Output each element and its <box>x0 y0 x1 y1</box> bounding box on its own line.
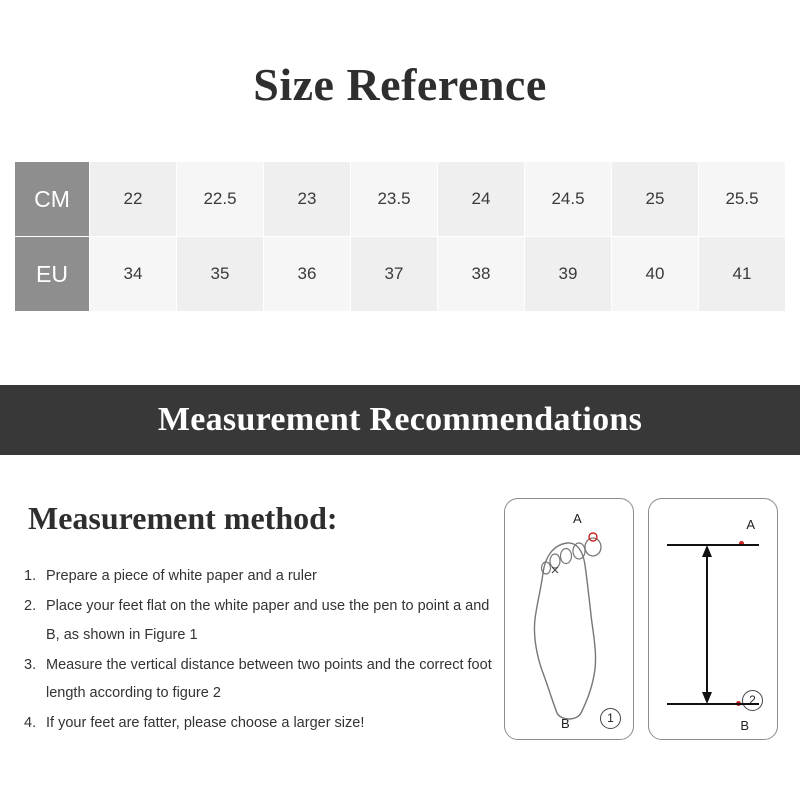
cm-cell: 24 <box>438 162 525 237</box>
eu-cell: 37 <box>351 237 438 312</box>
step-number: 1. <box>24 568 37 584</box>
cm-cell: 22.5 <box>177 162 264 237</box>
eu-cell: 41 <box>699 237 786 312</box>
step-number: 4. <box>24 715 37 732</box>
list-item <box>24 709 494 737</box>
row-header-cm: CM <box>15 162 90 237</box>
point-b-label: B <box>740 718 749 733</box>
row-header-eu: EU <box>15 237 90 312</box>
eu-cell: 38 <box>438 237 525 312</box>
list-item <box>24 562 494 590</box>
eu-cell: 36 <box>264 237 351 312</box>
foot-outline-figure <box>504 498 634 740</box>
cm-cell: 23 <box>264 162 351 237</box>
eu-cell: 40 <box>612 237 699 312</box>
eu-cell: 35 <box>177 237 264 312</box>
measurement-steps <box>24 562 494 740</box>
point-a-label: A <box>573 511 582 526</box>
method-heading: Measurement method: <box>28 500 338 536</box>
list-item <box>24 592 494 649</box>
cm-cell: 25.5 <box>699 162 786 237</box>
step-number: 3. <box>24 656 37 673</box>
step-text: Place your feet flat on the white paper and use the pen to point a and B, as shown in Figure 1 <box>46 598 490 643</box>
figures-group <box>504 498 778 740</box>
point-b-label: B <box>561 716 570 731</box>
cm-cell: 24.5 <box>525 162 612 237</box>
table-row <box>15 237 786 312</box>
measurement-banner <box>0 385 800 455</box>
cm-cell: 22 <box>90 162 177 237</box>
measurement-section <box>0 470 800 800</box>
eu-cell: 39 <box>525 237 612 312</box>
cm-cell: 25 <box>612 162 699 237</box>
table-row <box>15 162 786 237</box>
size-reference-table <box>14 161 786 312</box>
foot-drawing-icon <box>505 499 633 739</box>
page-title: Size Reference <box>253 59 547 110</box>
step-number: 2. <box>24 598 37 615</box>
step-text: If your feet are fatter, please choose a larger size! <box>46 715 365 732</box>
step-text: Prepare a piece of white paper and a ruler <box>46 568 317 584</box>
banner-title: Measurement Recommendations <box>157 401 643 438</box>
measure-arrow-figure <box>648 498 778 740</box>
figure-number: 2 <box>742 690 763 711</box>
vertical-arrow-icon <box>649 499 777 739</box>
figure-number: 1 <box>600 708 621 729</box>
point-a-label: A <box>746 517 755 532</box>
eu-cell: 34 <box>90 237 177 312</box>
cm-cell: 23.5 <box>351 162 438 237</box>
list-item <box>24 651 494 708</box>
step-text: Measure the vertical distance between two points and the correct foot length according to figure 2 <box>46 656 492 702</box>
